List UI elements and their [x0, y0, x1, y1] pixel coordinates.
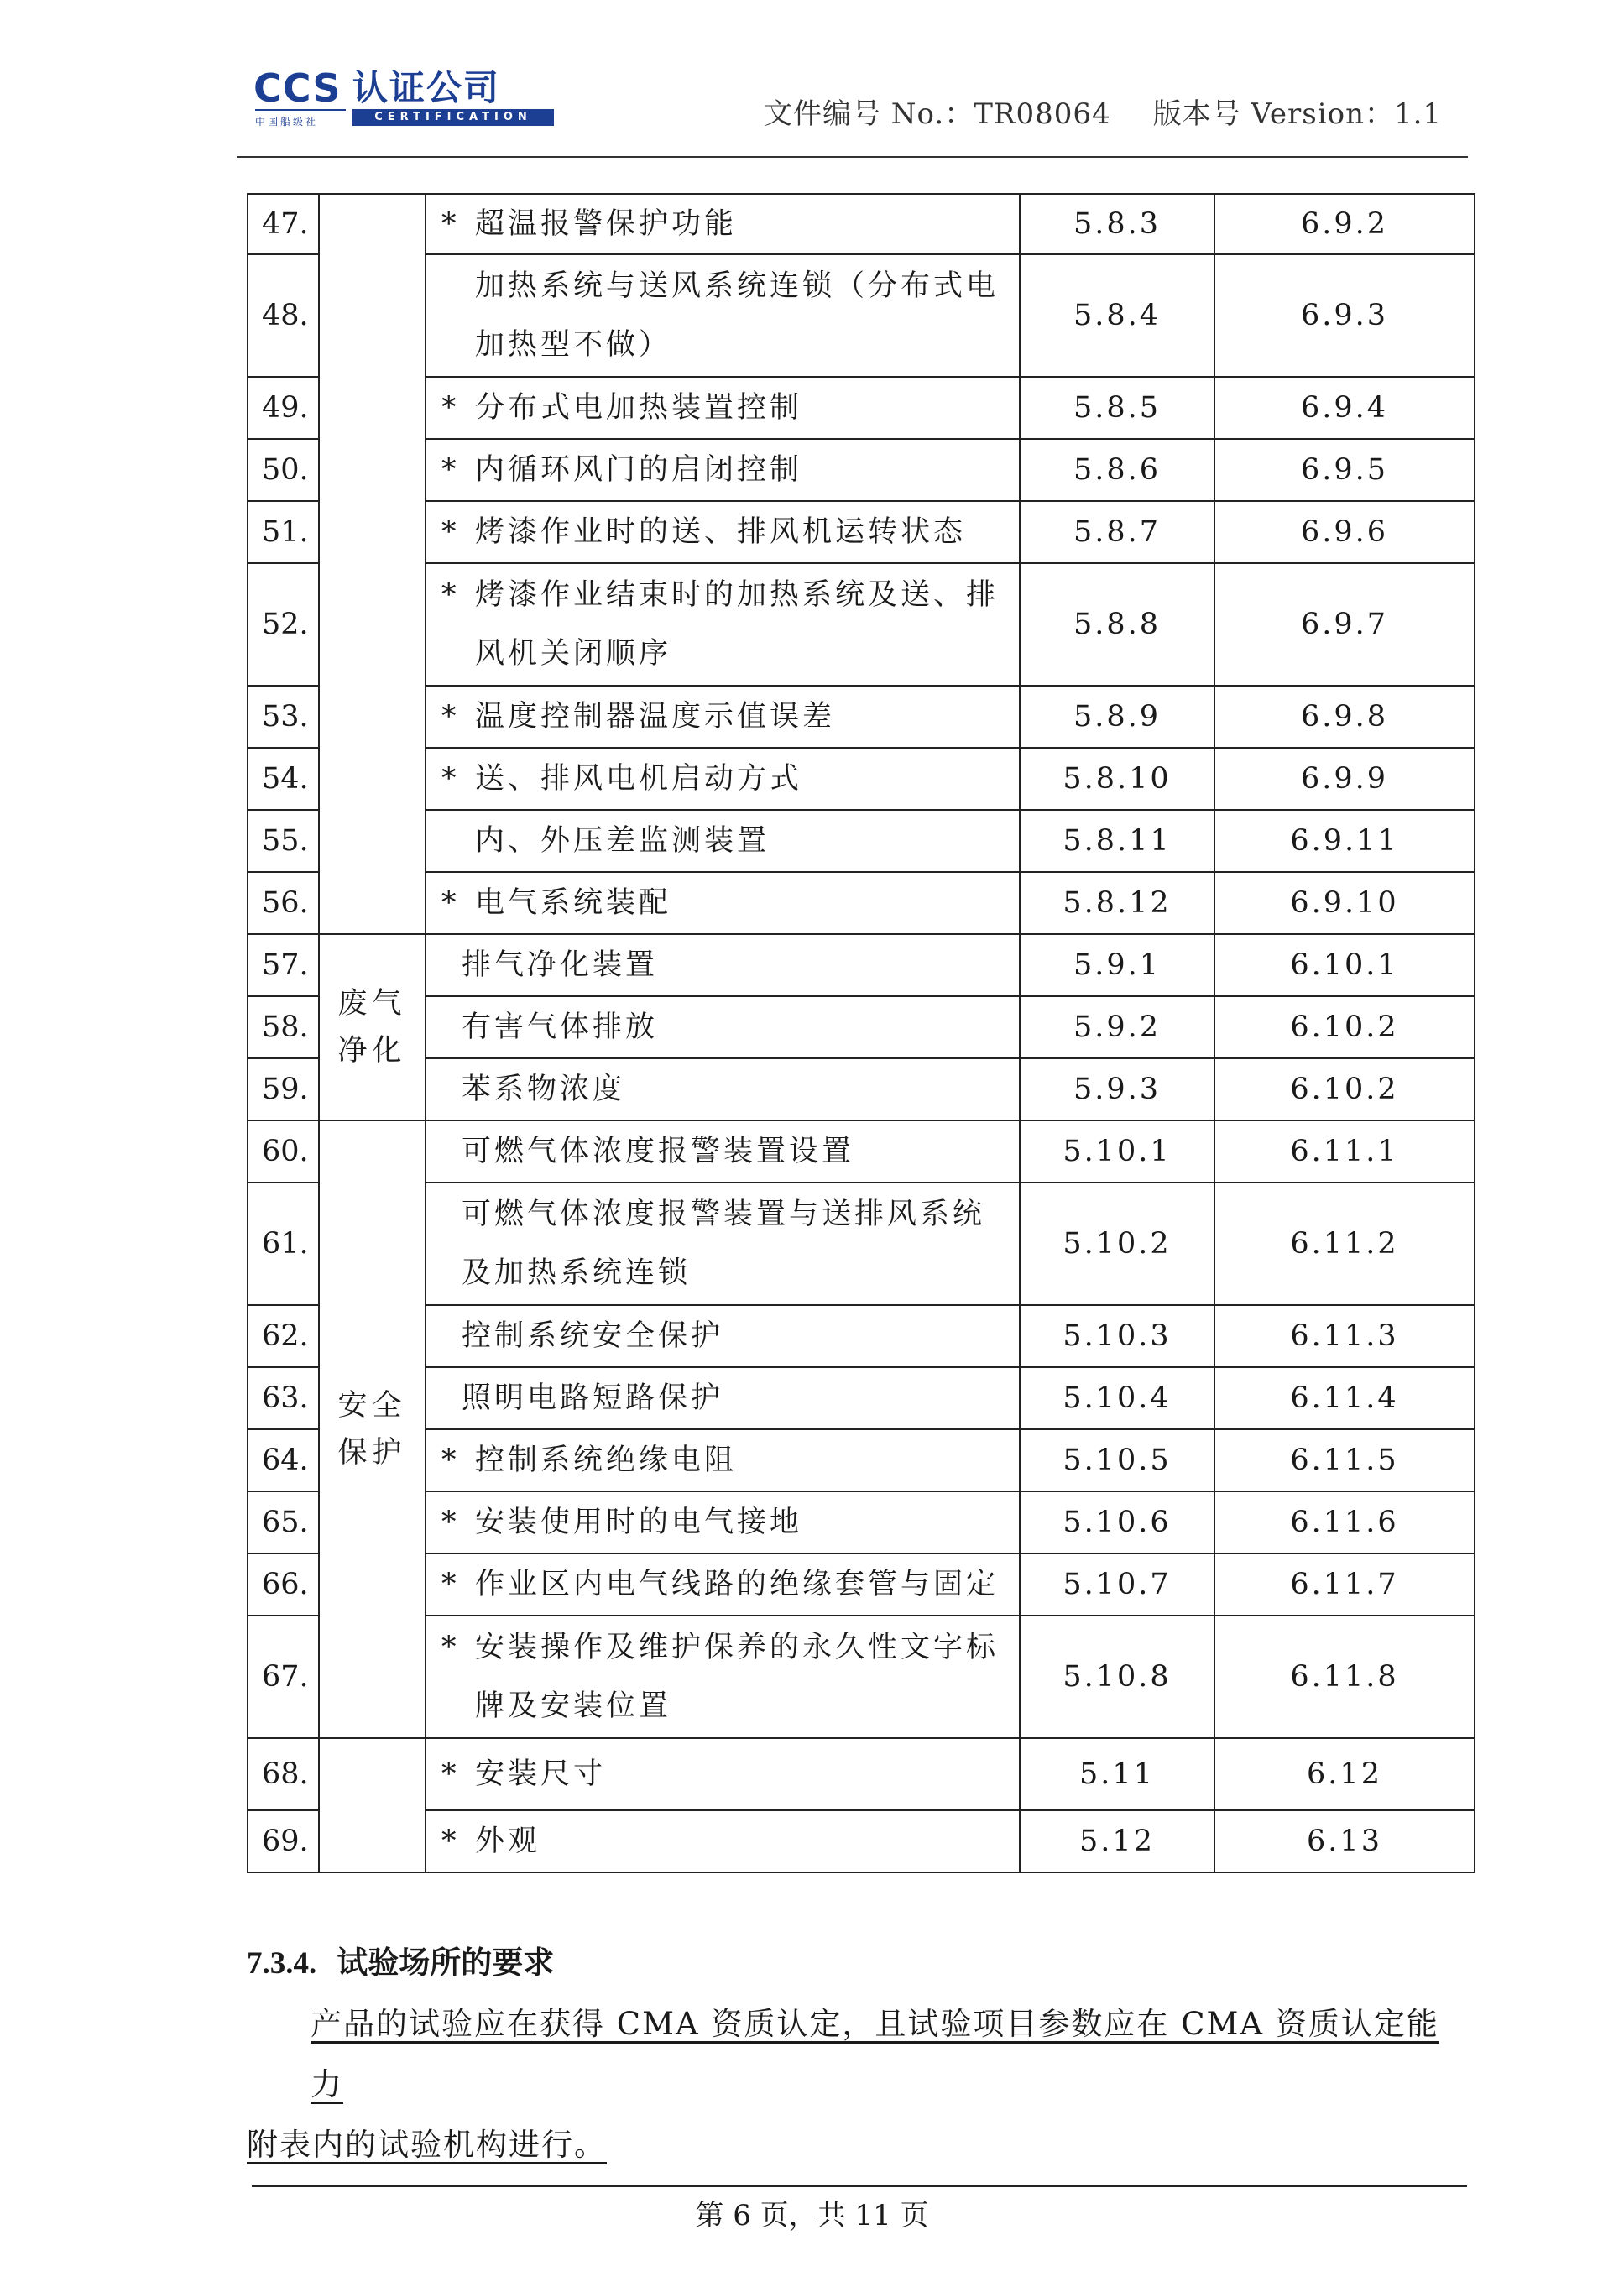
item-text: 烤漆作业结束时的加热系统及送、排 [475, 578, 1000, 612]
item-name [426, 563, 1020, 686]
item-text: 可燃气体浓度报警装置设置 [462, 1135, 855, 1168]
logo-ccs-text: CCS [253, 65, 342, 111]
logo-company-name: 认证公司 [352, 67, 501, 108]
star-mark: * [441, 453, 460, 487]
test-clause: 6.11.6 [1214, 1491, 1475, 1553]
requirement-clause: 5.9.2 [1020, 996, 1214, 1058]
row-number: 48. [248, 254, 319, 377]
item-text: 安装操作及维护保养的永久性文字标 [475, 1631, 1000, 1664]
table-row [248, 1616, 1475, 1738]
star-mark: * [441, 1757, 460, 1791]
test-clause: 6.11.4 [1214, 1367, 1475, 1429]
table-row [248, 1429, 1475, 1491]
test-clause: 6.9.4 [1214, 377, 1475, 439]
test-clause: 6.11.2 [1214, 1183, 1475, 1305]
requirement-clause: 5.10.3 [1020, 1305, 1214, 1367]
star-mark: * [441, 1568, 460, 1601]
test-clause: 6.11.8 [1214, 1616, 1475, 1738]
item-name [426, 686, 1020, 748]
section-paragraph [247, 1994, 1464, 2175]
group-cell-empty [319, 1738, 426, 1872]
doc-number: 文件编号 No.：TR08064 [764, 97, 1111, 131]
requirement-clause: 5.10.8 [1020, 1616, 1214, 1738]
item-text: 外观 [475, 1825, 541, 1858]
item-text: 作业区内电气线路的绝缘套管与固定 [475, 1568, 1000, 1601]
item-text: 控制系统安全保护 [462, 1319, 724, 1353]
test-clause: 6.9.6 [1214, 501, 1475, 563]
table-row [248, 1305, 1475, 1367]
item-name [426, 1305, 1020, 1367]
table-row [248, 1553, 1475, 1616]
row-number: 47. [248, 194, 319, 254]
footer-divider [252, 2185, 1467, 2187]
row-number: 69. [248, 1810, 319, 1872]
test-clause: 6.11.5 [1214, 1429, 1475, 1491]
item-name [426, 1491, 1020, 1553]
row-number: 60. [248, 1120, 319, 1183]
test-clause: 6.9.9 [1214, 748, 1475, 810]
star-mark: * [441, 578, 460, 612]
item-text: 苯系物浓度 [462, 1073, 626, 1106]
table-row [248, 501, 1475, 563]
header-divider [237, 156, 1468, 158]
item-text: 排气净化装置 [462, 948, 659, 982]
item-text: 超温报警保护功能 [475, 207, 738, 241]
item-text: 电气系统装配 [475, 886, 672, 920]
item-name [426, 1367, 1020, 1429]
item-text-cont: 牌及安装位置 [475, 1689, 672, 1723]
test-clause: 6.9.7 [1214, 563, 1475, 686]
item-text: 加热系统与送风系统连锁（分布式电 [475, 269, 1000, 303]
group-cell-exhaust-purification [319, 934, 426, 1120]
row-number: 62. [248, 1305, 319, 1367]
item-name [426, 1810, 1020, 1872]
section-heading [247, 1937, 554, 1982]
table-row [248, 1491, 1475, 1553]
row-number: 52. [248, 563, 319, 686]
item-text: 分布式电加热装置控制 [475, 391, 803, 425]
requirement-clause: 5.10.4 [1020, 1367, 1214, 1429]
requirement-clause: 5.8.8 [1020, 563, 1214, 686]
requirement-clause: 5.10.2 [1020, 1183, 1214, 1305]
star-mark: * [441, 1444, 460, 1477]
star-mark: * [441, 762, 460, 796]
test-clause: 6.10.1 [1214, 934, 1475, 996]
row-number: 54. [248, 748, 319, 810]
table-row [248, 872, 1475, 934]
item-name [426, 501, 1020, 563]
requirement-clause: 5.10.7 [1020, 1553, 1214, 1616]
item-name [426, 1738, 1020, 1810]
requirement-clause: 5.8.3 [1020, 194, 1214, 254]
paragraph-line-1: 产品的试验应在获得 CMA 资质认定，且试验项目参数应在 CMA 资质认定能力 [311, 2006, 1439, 2102]
table-row [248, 439, 1475, 501]
requirement-clause: 5.8.9 [1020, 686, 1214, 748]
item-name [426, 377, 1020, 439]
item-text-cont: 及加热系统连锁 [462, 1256, 692, 1290]
item-name [426, 254, 1020, 377]
section-title: 试验场所的要求 [337, 1944, 555, 1981]
group-label-line1: 废气 [337, 987, 407, 1021]
star-mark: * [441, 1631, 460, 1664]
requirement-clause: 5.8.11 [1020, 810, 1214, 872]
item-text: 送、排风电机启动方式 [475, 762, 803, 796]
star-mark: * [441, 1506, 460, 1539]
item-text: 内、外压差监测装置 [475, 824, 770, 858]
logo-society-name: 中国船级社 [255, 116, 319, 128]
row-number: 68. [248, 1738, 319, 1810]
requirement-clause: 5.12 [1020, 1810, 1214, 1872]
item-name [426, 748, 1020, 810]
item-text: 安装使用时的电气接地 [475, 1506, 803, 1539]
requirement-clause: 5.9.3 [1020, 1058, 1214, 1120]
requirement-clause: 5.10.5 [1020, 1429, 1214, 1491]
table-row [248, 1120, 1475, 1183]
group-label-line2: 保护 [337, 1436, 407, 1470]
item-text: 温度控制器温度示值误差 [475, 700, 836, 734]
requirement-clause: 5.8.10 [1020, 748, 1214, 810]
item-text: 内循环风门的启闭控制 [475, 453, 803, 487]
test-clause: 6.9.8 [1214, 686, 1475, 748]
row-number: 64. [248, 1429, 319, 1491]
logo-certification-bar: CERTIFICATION [352, 109, 554, 126]
page-number: 第 6 页，共 11 页 [695, 2199, 929, 2232]
row-number: 61. [248, 1183, 319, 1305]
star-mark: * [441, 886, 460, 920]
item-name [426, 1120, 1020, 1183]
table-row [248, 1367, 1475, 1429]
document-number-header [764, 91, 1442, 132]
row-number: 56. [248, 872, 319, 934]
row-number: 59. [248, 1058, 319, 1120]
test-clause: 6.10.2 [1214, 1058, 1475, 1120]
section-number: 7.3.4. [247, 1946, 317, 1981]
test-clause: 6.9.11 [1214, 810, 1475, 872]
item-name [426, 194, 1020, 254]
test-clause: 6.9.10 [1214, 872, 1475, 934]
group-cell-safety-protection [319, 1120, 426, 1738]
row-number: 55. [248, 810, 319, 872]
table-row [248, 563, 1475, 686]
requirement-clause: 5.10.6 [1020, 1491, 1214, 1553]
table-row [248, 810, 1475, 872]
item-text: 烤漆作业时的送、排风机运转状态 [475, 515, 967, 549]
table-row [248, 996, 1475, 1058]
table-row [248, 377, 1475, 439]
star-mark: * [441, 700, 460, 734]
star-mark: * [441, 207, 460, 241]
group-label-line2: 净化 [337, 1034, 407, 1068]
requirement-clause: 5.8.7 [1020, 501, 1214, 563]
requirement-clause: 5.8.6 [1020, 439, 1214, 501]
version-number: 版本号 Version：1.1 [1152, 97, 1443, 131]
paragraph-line-2: 附表内的试验机构进行。 [247, 2127, 607, 2163]
table-row [248, 194, 1475, 254]
item-text: 控制系统绝缘电阻 [475, 1444, 738, 1477]
item-text: 可燃气体浓度报警装置与送排风系统 [462, 1198, 986, 1231]
row-number: 66. [248, 1553, 319, 1616]
requirement-clause: 5.8.4 [1020, 254, 1214, 377]
item-name [426, 810, 1020, 872]
row-number: 53. [248, 686, 319, 748]
group-label-line1: 安全 [337, 1389, 407, 1423]
item-name [426, 1429, 1020, 1491]
requirement-clause: 5.8.5 [1020, 377, 1214, 439]
star-mark: * [441, 515, 460, 549]
test-clause: 6.12 [1214, 1738, 1475, 1810]
item-text: 有害气体排放 [462, 1010, 659, 1044]
table-row [248, 1738, 1475, 1810]
table-row [248, 1058, 1475, 1120]
item-name [426, 439, 1020, 501]
test-clause: 6.9.2 [1214, 194, 1475, 254]
item-name [426, 1058, 1020, 1120]
test-clause: 6.13 [1214, 1810, 1475, 1872]
table-row [248, 934, 1475, 996]
item-name [426, 1183, 1020, 1305]
test-clause: 6.11.3 [1214, 1305, 1475, 1367]
row-number: 65. [248, 1491, 319, 1553]
test-clause: 6.11.7 [1214, 1553, 1475, 1616]
row-number: 58. [248, 996, 319, 1058]
row-number: 57. [248, 934, 319, 996]
row-number: 49. [248, 377, 319, 439]
item-name [426, 872, 1020, 934]
row-number: 51. [248, 501, 319, 563]
table-row [248, 748, 1475, 810]
item-text-cont: 风机关闭顺序 [475, 637, 672, 671]
star-mark: * [441, 391, 460, 425]
test-items-table [247, 193, 1475, 1873]
item-name [426, 996, 1020, 1058]
item-text: 安装尺寸 [475, 1757, 607, 1791]
row-number: 63. [248, 1367, 319, 1429]
test-clause: 6.9.3 [1214, 254, 1475, 377]
item-name [426, 1553, 1020, 1616]
group-cell-empty [319, 194, 426, 934]
test-clause: 6.9.5 [1214, 439, 1475, 501]
requirement-clause: 5.10.1 [1020, 1120, 1214, 1183]
item-name [426, 1616, 1020, 1738]
test-clause: 6.10.2 [1214, 996, 1475, 1058]
requirement-clause: 5.11 [1020, 1738, 1214, 1810]
row-number: 67. [248, 1616, 319, 1738]
table-row [248, 1183, 1475, 1305]
item-text-cont: 加热型不做） [475, 328, 672, 362]
test-clause: 6.11.1 [1214, 1120, 1475, 1183]
item-name [426, 934, 1020, 996]
row-number: 50. [248, 439, 319, 501]
requirement-clause: 5.9.1 [1020, 934, 1214, 996]
table-row [248, 686, 1475, 748]
ccs-certification-logo [253, 67, 556, 128]
table-row [248, 254, 1475, 377]
table-row [248, 1810, 1475, 1872]
requirement-clause: 5.8.12 [1020, 872, 1214, 934]
star-mark: * [441, 1825, 460, 1858]
item-text: 照明电路短路保护 [462, 1381, 724, 1415]
